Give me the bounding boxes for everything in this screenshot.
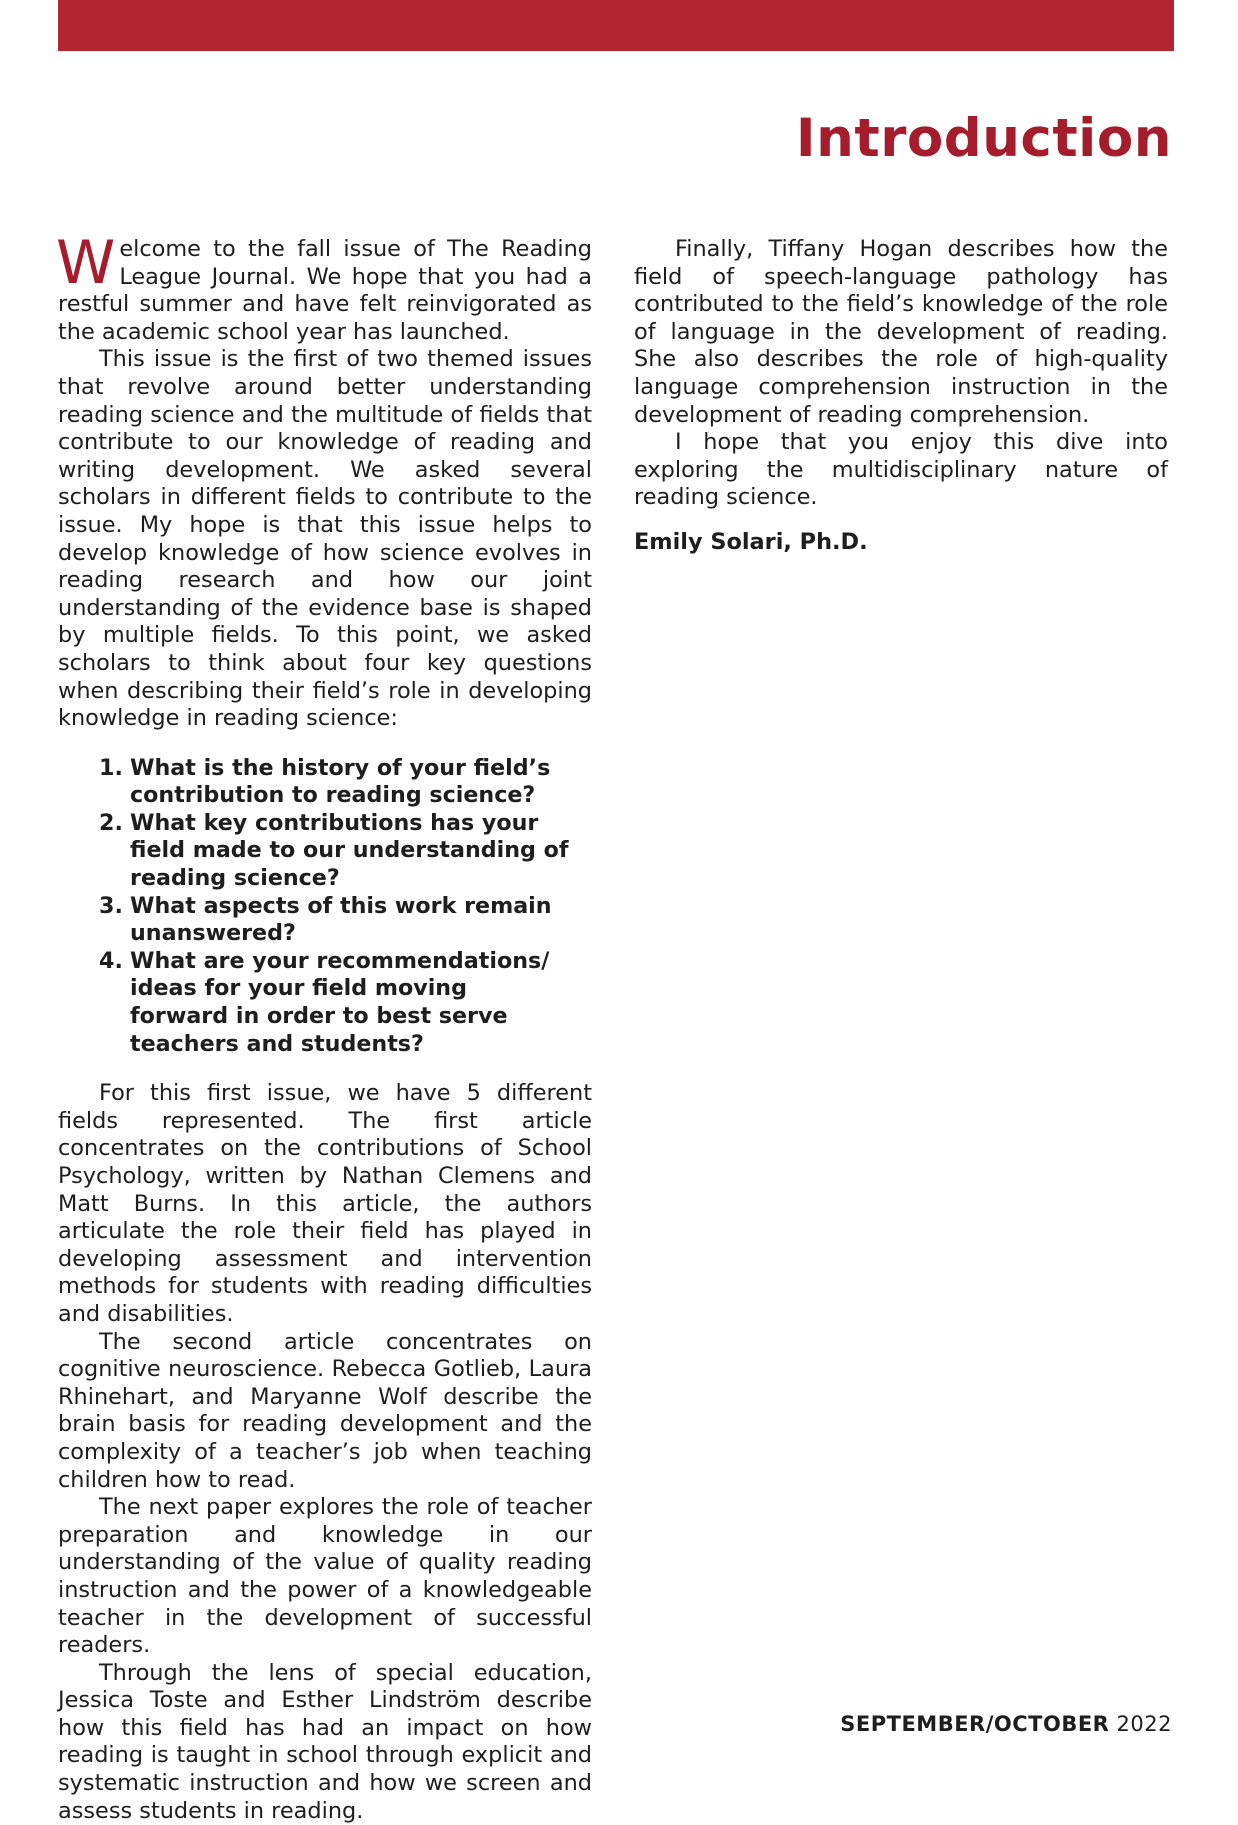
next-paper-paragraph: The next paper explores the role of teacher preparation and knowledge in our understanding of the value of quality reading instruction and the power of a knowledgeable teacher in the development of successful readers. (58, 1494, 592, 1659)
issue-date-footer (840, 1712, 1172, 1736)
special-education-paragraph: Through the lens of special education, Jessica Toste and Esther Lindström describe how this field has had an impact on how reading is taught in school through explicit and systematic instruction and how we screen and assess students in reading. (58, 1659, 592, 1824)
second-article-paragraph: The second article concentrates on cognitive neuroscience. Rebecca Gotlieb, Laura Rhinehart, and Maryanne Wolf describe the brain basis for reading development and the complexity of a teacher’s job when teaching children how to read. (58, 1328, 592, 1493)
question-number: 1. (99, 754, 123, 781)
question-text: What are your recommendations/ ideas for your field moving forward in order to best serve teachers and students? (130, 947, 550, 1057)
footer-month: SEPTEMBER/OCTOBER (840, 1712, 1110, 1736)
header-color-bar (58, 0, 1174, 51)
question-item (99, 893, 592, 948)
page-title: Introduction (795, 108, 1172, 169)
intro-paragraph (56, 228, 592, 346)
theme-paragraph: This issue is the first of two themed issues that revolve around better understanding reading science and the multitude of fields that contribute to our knowledge of reading and writing development. We asked several scholars in different fields to contribute to the issue. My hope is that this issue helps to develop knowledge of how science evolves in reading research and how our joint understanding of the evidence base is shaped by multiple fields. To this point, we asked scholars to think about four key questions when describing their field’s role in developing knowledge in reading science: (58, 346, 592, 732)
first-issue-paragraph: For this first issue, we have 5 different fields represented. The first article concentrates on the contributions of School Psychology, written by Nathan Clemens and Matt Burns. In this article, the authors articulate the role their field has played in developing assessment and intervention methods for students with reading difficulties and disabilities. (58, 1080, 592, 1327)
drop-cap: W (56, 228, 116, 298)
question-number: 4. (99, 947, 123, 974)
left-column (56, 228, 592, 1825)
question-number: 3. (99, 892, 123, 919)
question-text: What key contributions has your field made to our understanding of reading science? (130, 809, 569, 892)
closing-paragraph: I hope that you enjoy this dive into exploring the multidisciplinary nature of reading science. (634, 429, 1168, 511)
question-text: What is the history of your field’s contribution to reading science? (130, 754, 551, 809)
question-item (99, 755, 592, 810)
question-item (99, 810, 592, 893)
question-item (99, 948, 592, 1058)
author-signature: Emily Solari, Ph.D. (634, 528, 868, 555)
footer-year: 2022 (1116, 1712, 1172, 1736)
question-text: What aspects of this work remain unanswered? (130, 892, 552, 947)
intro-text: elcome to the fall issue of The Reading League Journal. We hope that you had a restful summer and have felt reinvigorated as the academic school year has launched. (58, 236, 592, 345)
right-column (634, 236, 1168, 556)
key-questions-list (58, 755, 592, 1059)
final-article-paragraph: Finally, Tiffany Hogan describes how the field of speech-language pathology has contributed to the field’s knowledge of the role of language in the development of reading. She also describes the role of high-quality language comprehension instruction in the development of reading comprehension. (634, 236, 1168, 428)
question-number: 2. (99, 809, 123, 836)
